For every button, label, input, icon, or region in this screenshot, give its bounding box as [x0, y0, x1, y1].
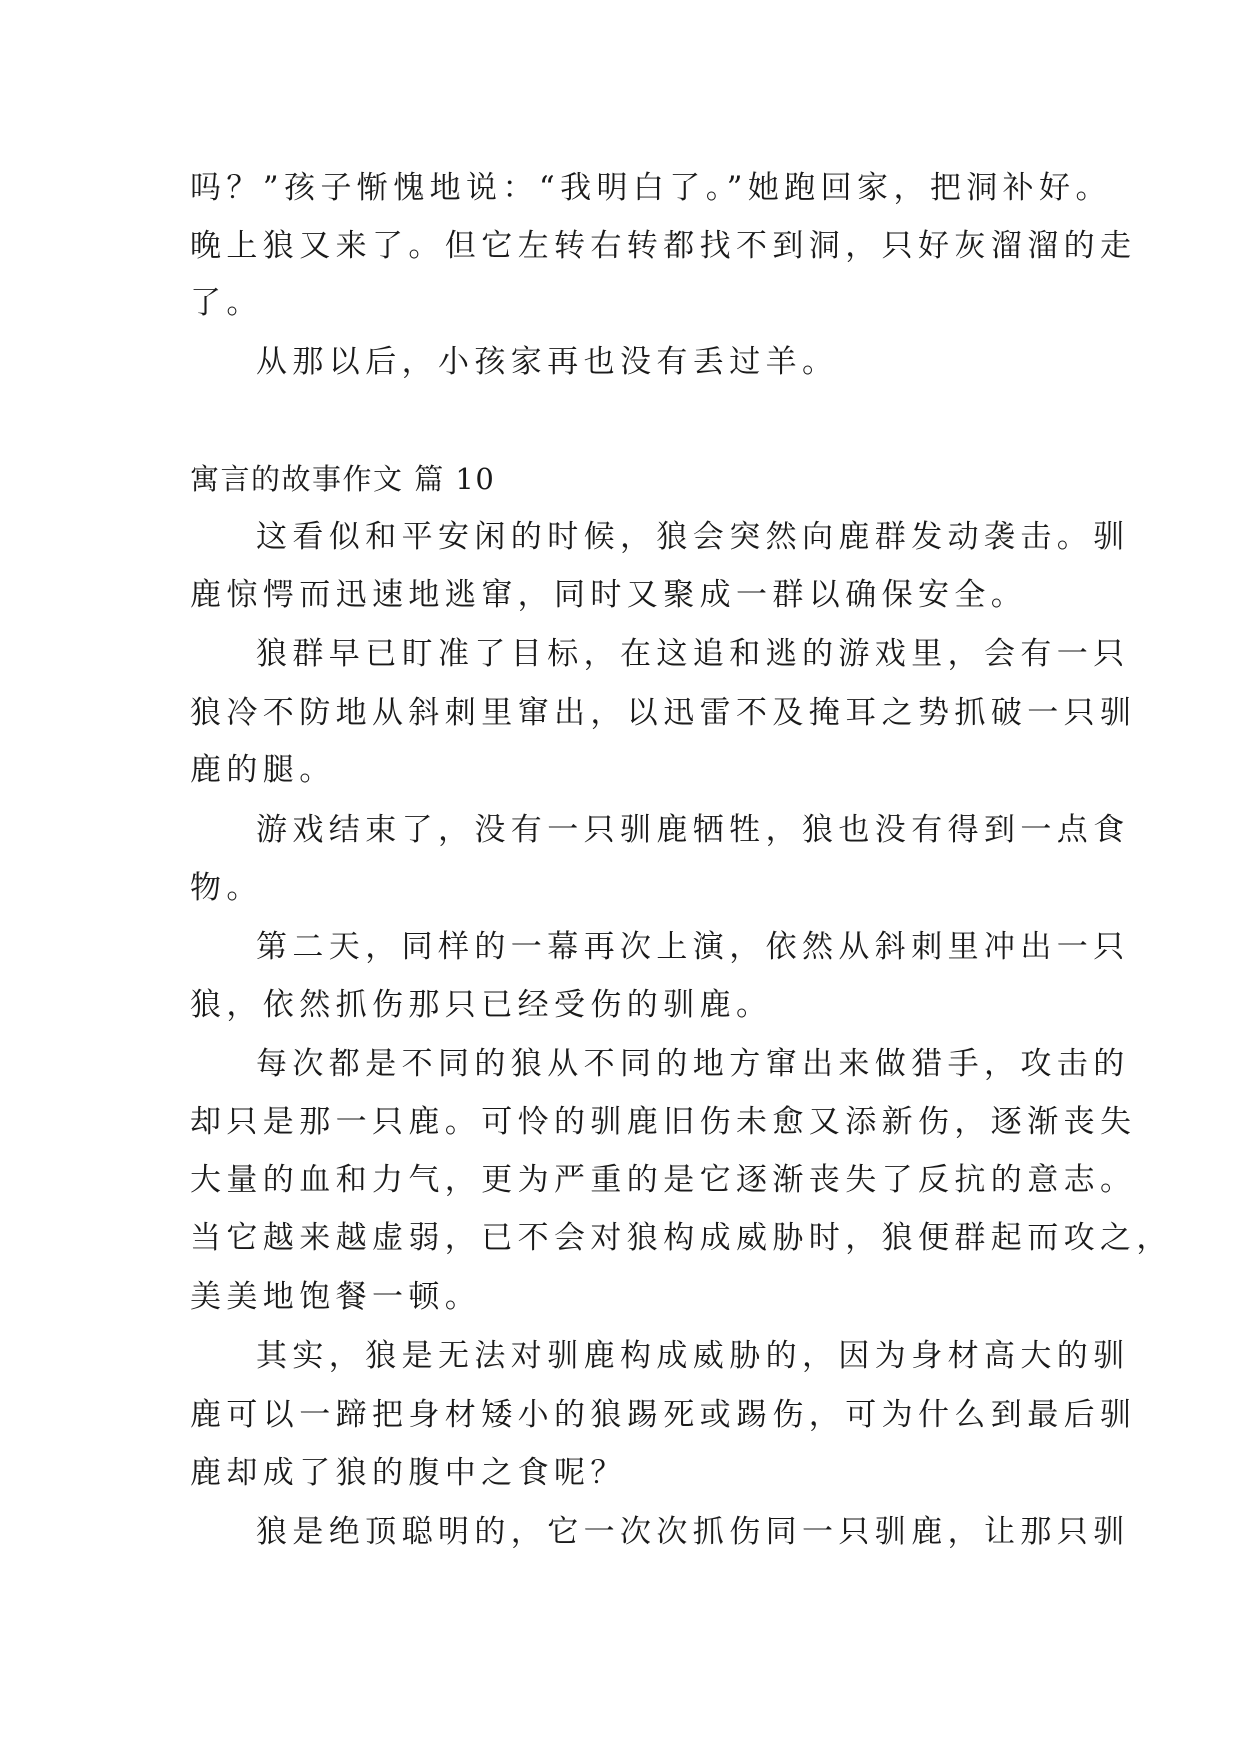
text-line: 当它越来越虚弱，已不会对狼构成威胁时，狼便群起而攻之， [190, 1220, 1173, 1256]
text-line: 却只是那一只鹿。可怜的驯鹿旧伤未愈又添新伤，逐渐丧失 [190, 1104, 1137, 1140]
text-line: 鹿可以一蹄把身材矮小的狼踢死或踢伤，可为什么到最后驯 [190, 1397, 1137, 1433]
text-line: 狼群早已盯准了目标，在这追和逃的游戏里，会有一只 [256, 636, 1130, 672]
section-heading: 寓言的故事作文 篇 10 [190, 462, 496, 496]
text-line: 物。 [190, 870, 263, 906]
text-line: 了。 [190, 285, 263, 321]
text-line: 美美地饱餐一顿。 [190, 1279, 482, 1315]
text-line: 从那以后，小孩家再也没有丢过羊。 [256, 344, 839, 380]
text-line: 第二天，同样的一幕再次上演，依然从斜刺里冲出一只 [256, 929, 1130, 965]
text-line: 大量的血和力气，更为严重的是它逐渐丧失了反抗的意志。 [190, 1162, 1137, 1198]
text-line: 游戏结束了，没有一只驯鹿牺牲，狼也没有得到一点食 [256, 812, 1130, 848]
text-line: 鹿的腿。 [190, 752, 336, 788]
text-line: 晚上狼又来了。但它左转右转都找不到洞，只好灰溜溜的走 [190, 228, 1137, 264]
text-line: 鹿却成了狼的腹中之食呢？ [190, 1455, 627, 1491]
text-line: 狼是绝顶聪明的，它一次次抓伤同一只驯鹿，让那只驯 [256, 1514, 1130, 1550]
text-line: 这看似和平安闲的时候，狼会突然向鹿群发动袭击。驯 [256, 519, 1130, 555]
text-line: 吗？”孩子惭愧地说：“我明白了。”她跑回家，把洞补好。 [190, 170, 1112, 206]
text-line: 狼，依然抓伤那只已经受伤的驯鹿。 [190, 987, 773, 1023]
text-line: 鹿惊愕而迅速地逃窜，同时又聚成一群以确保安全。 [190, 577, 1028, 613]
text-line: 狼冷不防地从斜刺里窜出，以迅雷不及掩耳之势抓破一只驯 [190, 695, 1137, 731]
text-line: 每次都是不同的狼从不同的地方窜出来做猎手，攻击的 [256, 1046, 1130, 1082]
text-line: 其实，狼是无法对驯鹿构成威胁的，因为身材高大的驯 [256, 1338, 1130, 1374]
